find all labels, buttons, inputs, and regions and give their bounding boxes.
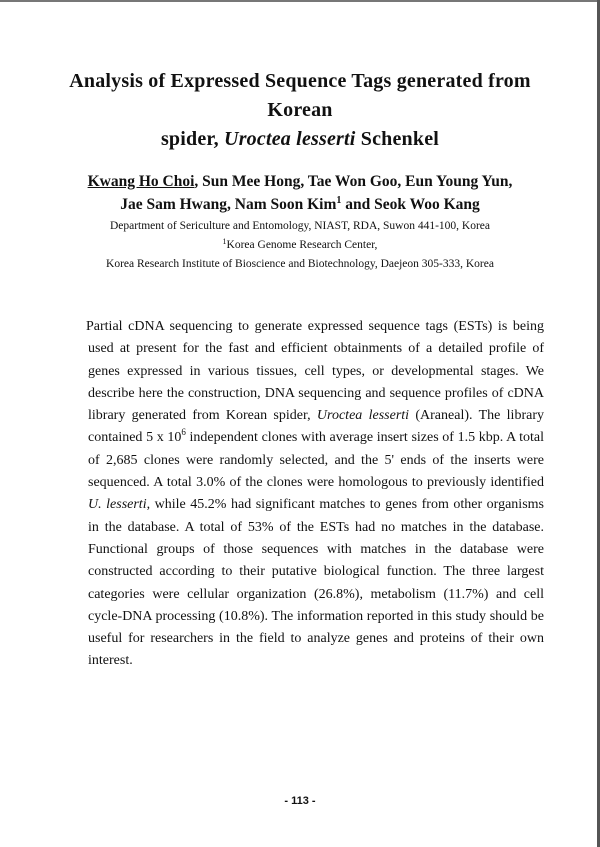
abstract-text-4: , while 45.2% had significant matches to genes from other organisms in the database. A total of 53% of the ESTs had no matches in the database. Functional groups of those sequences with matches in the database were constructed according to their putative biological function. The three largest categories were cellular organization (26.8%), metabolism (11.7%) and cell cycle-DNA processing (10.8%). The information reported in this study should be useful for researchers in the field to analyze genes and proteins of their own interest.: [88, 497, 544, 669]
page-number: - 113 -: [284, 795, 316, 807]
title-line-2-prefix: spider,: [160, 128, 225, 150]
scan-border-top: [0, 0, 600, 2]
title-species-name: Uroctea lesserti: [224, 128, 356, 150]
authors-line-2-prefix: Jae Sam Hwang, Nam Soon Kim: [120, 196, 337, 213]
paper-title: [40, 67, 560, 154]
abstract-text-1: Partial cDNA sequencing to generate expressed sequence tags (ESTs) is being used at present for the fast and efficient obtainments of a detailed profile of genes expressed in various tissues, cell types, or developmental stages. We describe here the construction, DNA sequencing and sequence profiles of cDNA library generated from Korean spider,: [86, 319, 544, 424]
author-list: [40, 170, 560, 216]
affiliation-2: Korea Genome Research Center,: [226, 239, 378, 251]
abstract-species-1: Uroctea lesserti: [316, 408, 410, 424]
affiliations: [40, 217, 560, 274]
affiliation-3: Korea Research Institute of Bioscience and Biotechnology, Daejeon 305-333, Korea: [106, 258, 494, 270]
abstract-paragraph: [88, 316, 544, 673]
title-line-2-suffix: Schenkel: [355, 128, 440, 150]
authors-line-1-rest: , Sun Mee Hong, Tae Won Goo, Eun Young Yun,: [194, 173, 513, 190]
affiliation-marker: 1: [222, 237, 227, 246]
authors-line-2-suffix: and Seok Woo Kang: [341, 196, 480, 213]
author-affiliation-marker: 1: [336, 195, 342, 206]
first-author: Kwang Ho Choi: [87, 173, 195, 190]
abstract-exponent: 6: [181, 427, 186, 438]
title-line-1: Analysis of Expressed Sequence Tags generated from Korean: [69, 70, 531, 121]
abstract-species-2: U. lesserti: [88, 497, 147, 513]
affiliation-1: Department of Sericulture and Entomology, NIAST, RDA, Suwon 441-100, Korea: [109, 220, 491, 232]
abstract-text-2: (Araneal). The library contained 5 x 10: [88, 408, 544, 446]
abstract-text-3: independent clones with average insert sizes of 1.5 kbp. A total of 2,685 clones were randomly selected, and the 5' ends of the inserts were sequenced. A total 3.0% of the clones were homologous to previously identified: [88, 430, 545, 491]
